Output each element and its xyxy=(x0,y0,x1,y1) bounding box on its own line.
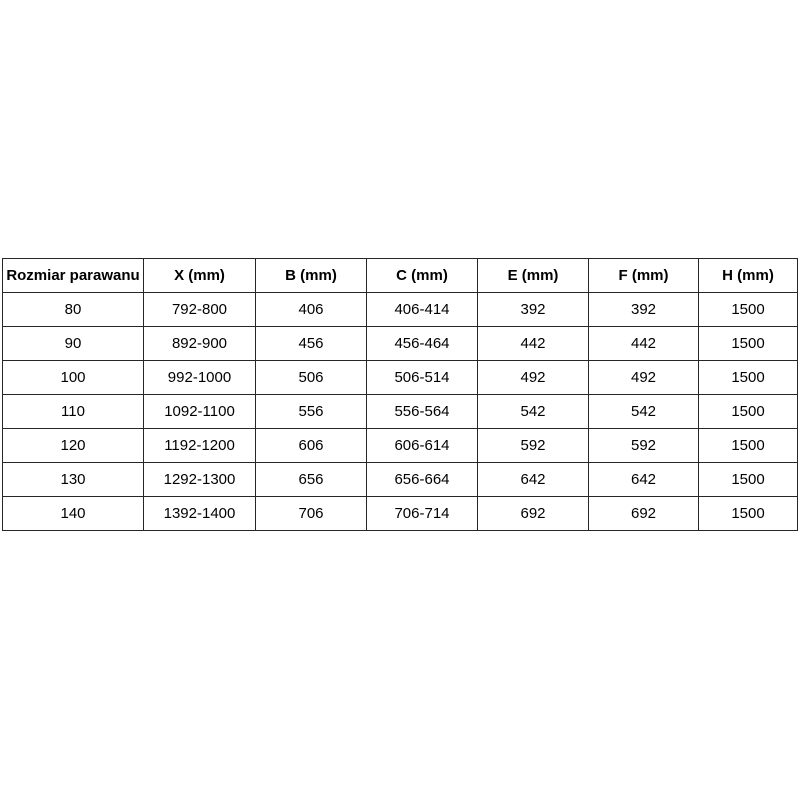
cell-x: 792-800 xyxy=(144,293,256,327)
cell-f: 592 xyxy=(589,429,699,463)
cell-x: 1192-1200 xyxy=(144,429,256,463)
cell-f: 492 xyxy=(589,361,699,395)
cell-f: 442 xyxy=(589,327,699,361)
cell-h: 1500 xyxy=(699,361,798,395)
cell-h: 1500 xyxy=(699,395,798,429)
column-header-b-mm: B (mm) xyxy=(256,259,367,293)
cell-e: 542 xyxy=(478,395,589,429)
cell-x: 892-900 xyxy=(144,327,256,361)
cell-f: 542 xyxy=(589,395,699,429)
cell-e: 392 xyxy=(478,293,589,327)
cell-x: 1292-1300 xyxy=(144,463,256,497)
cell-e: 592 xyxy=(478,429,589,463)
cell-f: 692 xyxy=(589,497,699,531)
cell-b: 656 xyxy=(256,463,367,497)
table-row xyxy=(3,361,798,395)
cell-e: 642 xyxy=(478,463,589,497)
cell-x: 1092-1100 xyxy=(144,395,256,429)
table-row xyxy=(3,293,798,327)
cell-c: 556-564 xyxy=(367,395,478,429)
cell-h: 1500 xyxy=(699,429,798,463)
cell-h: 1500 xyxy=(699,497,798,531)
cell-x: 1392-1400 xyxy=(144,497,256,531)
cell-b: 706 xyxy=(256,497,367,531)
cell-x: 992-1000 xyxy=(144,361,256,395)
cell-c: 456-464 xyxy=(367,327,478,361)
cell-size: 100 xyxy=(3,361,144,395)
table-row xyxy=(3,395,798,429)
column-header-f-mm: F (mm) xyxy=(589,259,699,293)
column-header-c-mm: C (mm) xyxy=(367,259,478,293)
dimension-spec-table xyxy=(2,258,798,531)
cell-c: 406-414 xyxy=(367,293,478,327)
cell-size: 80 xyxy=(3,293,144,327)
table-row xyxy=(3,429,798,463)
cell-c: 656-664 xyxy=(367,463,478,497)
cell-b: 456 xyxy=(256,327,367,361)
cell-size: 120 xyxy=(3,429,144,463)
column-header-h-mm: H (mm) xyxy=(699,259,798,293)
cell-h: 1500 xyxy=(699,293,798,327)
table-row xyxy=(3,497,798,531)
cell-h: 1500 xyxy=(699,463,798,497)
cell-e: 692 xyxy=(478,497,589,531)
cell-size: 140 xyxy=(3,497,144,531)
cell-size: 130 xyxy=(3,463,144,497)
cell-c: 506-514 xyxy=(367,361,478,395)
table-header-row xyxy=(3,259,798,293)
cell-f: 642 xyxy=(589,463,699,497)
cell-e: 442 xyxy=(478,327,589,361)
cell-b: 556 xyxy=(256,395,367,429)
cell-b: 606 xyxy=(256,429,367,463)
column-header-x-mm: X (mm) xyxy=(144,259,256,293)
cell-c: 606-614 xyxy=(367,429,478,463)
cell-size: 110 xyxy=(3,395,144,429)
table-row xyxy=(3,327,798,361)
cell-b: 506 xyxy=(256,361,367,395)
cell-size: 90 xyxy=(3,327,144,361)
cell-h: 1500 xyxy=(699,327,798,361)
cell-c: 706-714 xyxy=(367,497,478,531)
column-header-e-mm: E (mm) xyxy=(478,259,589,293)
cell-b: 406 xyxy=(256,293,367,327)
table-row xyxy=(3,463,798,497)
column-header-rozmiar-parawanu: Rozmiar parawanu xyxy=(3,259,144,293)
cell-e: 492 xyxy=(478,361,589,395)
cell-f: 392 xyxy=(589,293,699,327)
